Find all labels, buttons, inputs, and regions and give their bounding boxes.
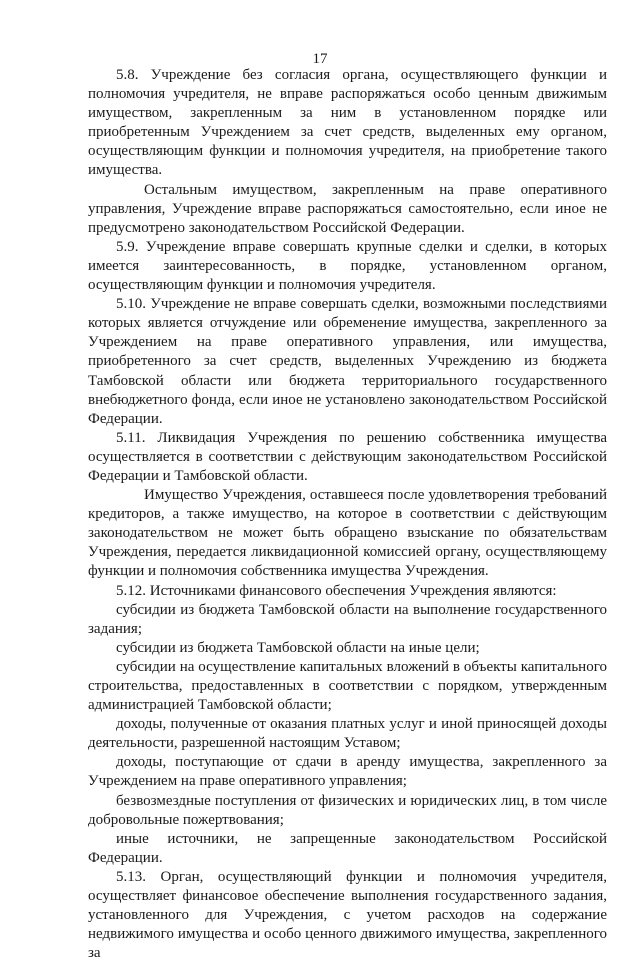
list-item-subsidy-state-task: субсидии из бюджета Тамбовской области на выполнение государственного задания; (88, 601, 607, 637)
paragraph-5-11: 5.11. Ликвидация Учреждения по решению собственника имущества осуществляется в соответствии с действующим законодательством Российской Федерации и Тамбовской области. (88, 429, 607, 484)
paragraph-5-13: 5.13. Орган, осуществляющий функции и полномочия учредителя, осуществляет финансовое обеспечение выполнения государственного задания, установленного для Учреждения, с учетом расходов на содержание недвижимого имущества и особо ценного движимого имущества, закрепленного за (88, 868, 607, 962)
paragraph-5-8: 5.8. Учреждение без согласия органа, осуществляющего функции и полномочия учредителя, не вправе распоряжаться особо ценным движимым имуществом, закрепленным за ним в установленном порядке или приобретенным Учреждением за счет средств, выделенных ему органом, осуществляющим функции и полномочия учредителя, на приобретение такого имущества. (88, 67, 607, 179)
paragraph-other-property: Остальным имуществом, закрепленным на праве оперативного управления, Учреждение вправе распоряжаться самостоятельно, если иное не предусмотрено законодательством Российской Федерации. (88, 181, 607, 236)
list-item-donations: безвозмездные поступления от физических и юридических лиц, в том числе добровольные пожертвования; (88, 792, 607, 828)
paragraph-5-10: 5.10. Учреждение не вправе совершать сделки, возможными последствиями которых является отчуждение или обременение имущества, закрепленного за Учреждением на праве оперативного управления, или имущества, приобретенного за счет средств, выделенных Учреждению из бюджета Тамбовской области или бюджета территориального государственного внебюджетного фонда, если иное не установлено законодательством Российской Федерации. (88, 296, 607, 427)
list-item-subsidy-other: субсидии из бюджета Тамбовской области на иные цели; (116, 639, 480, 656)
paragraph-liquidation-property: Имущество Учреждения, оставшееся после удовлетворения требований кредиторов, а также имущество, на которое в соответствии с действующим законодательством не может быть обращено взыскание по обязательствам Учреждения, передается ликвидационной комиссией органу, осуществляющему функции и полномочия собственника имущества Учреждения. (88, 487, 607, 580)
document-body (88, 66, 607, 963)
list-item-other-sources: иные источники, не запрещенные законодательством Российской Федерации. (88, 830, 607, 866)
page-number: 17 (312, 51, 328, 67)
paragraph-5-9: 5.9. Учреждение вправе совершать крупные сделки и сделки, в которых имеется заинтересованность, в порядке, установленном органом, осуществляющим функции и полномочия учредителя. (88, 238, 607, 294)
list-item-rent-income: доходы, поступающие от сдачи в аренду имущества, закрепленного за Учреждением на праве оперативного управления; (88, 754, 607, 790)
list-item-paid-services: доходы, полученные от оказания платных услуг и иной приносящей доходы деятельности, разрешенной настоящим Уставом; (88, 716, 607, 752)
list-item-subsidy-capital: субсидии на осуществление капитальных вложений в объекты капитального строительства, предоставленных в соответствии с порядком, утвержденным администрацией Тамбовской области; (88, 658, 607, 714)
paragraph-5-12: 5.12. Источниками финансового обеспечения Учреждения являются: (116, 582, 557, 599)
